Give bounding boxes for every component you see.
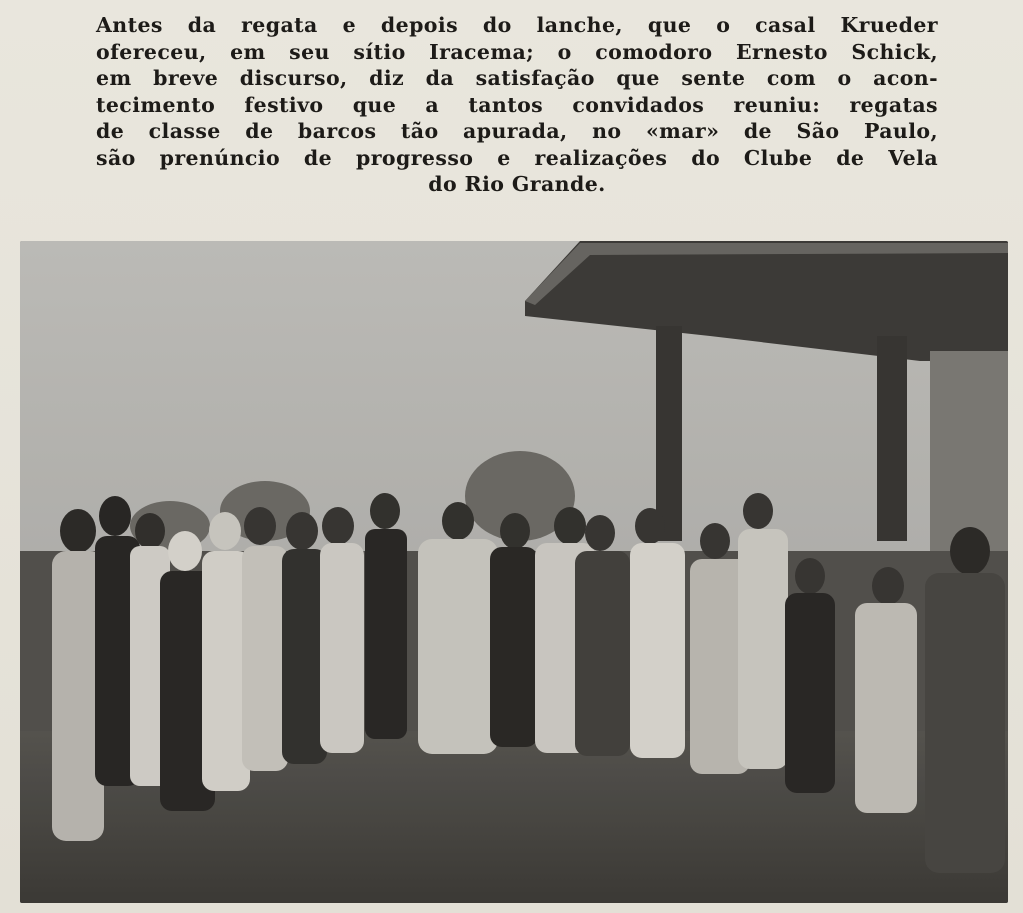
caption-line-2: ofereceu, em seu sítio Iracema; o comodoro Ernesto Schick, bbox=[96, 39, 938, 64]
caption-line-3: em breve discurso, diz da satisfação que sente com o acon- bbox=[96, 66, 938, 90]
photo-caption bbox=[96, 12, 938, 198]
caption-line-4: tecimento festivo que a tantos convidados reuniu: regatas bbox=[96, 92, 938, 117]
caption-line-5: de classe de barcos tão apurada, no «mar» de São Paulo, bbox=[96, 119, 938, 143]
caption-line-6: são prenúncio de progresso e realizações do Clube de Vela bbox=[96, 145, 938, 170]
event-photograph bbox=[20, 241, 1008, 903]
caption-line-7: do Rio Grande. bbox=[428, 172, 606, 196]
caption-line-1: Antes da regata e depois do lanche, que o casal Krueder bbox=[96, 13, 938, 37]
